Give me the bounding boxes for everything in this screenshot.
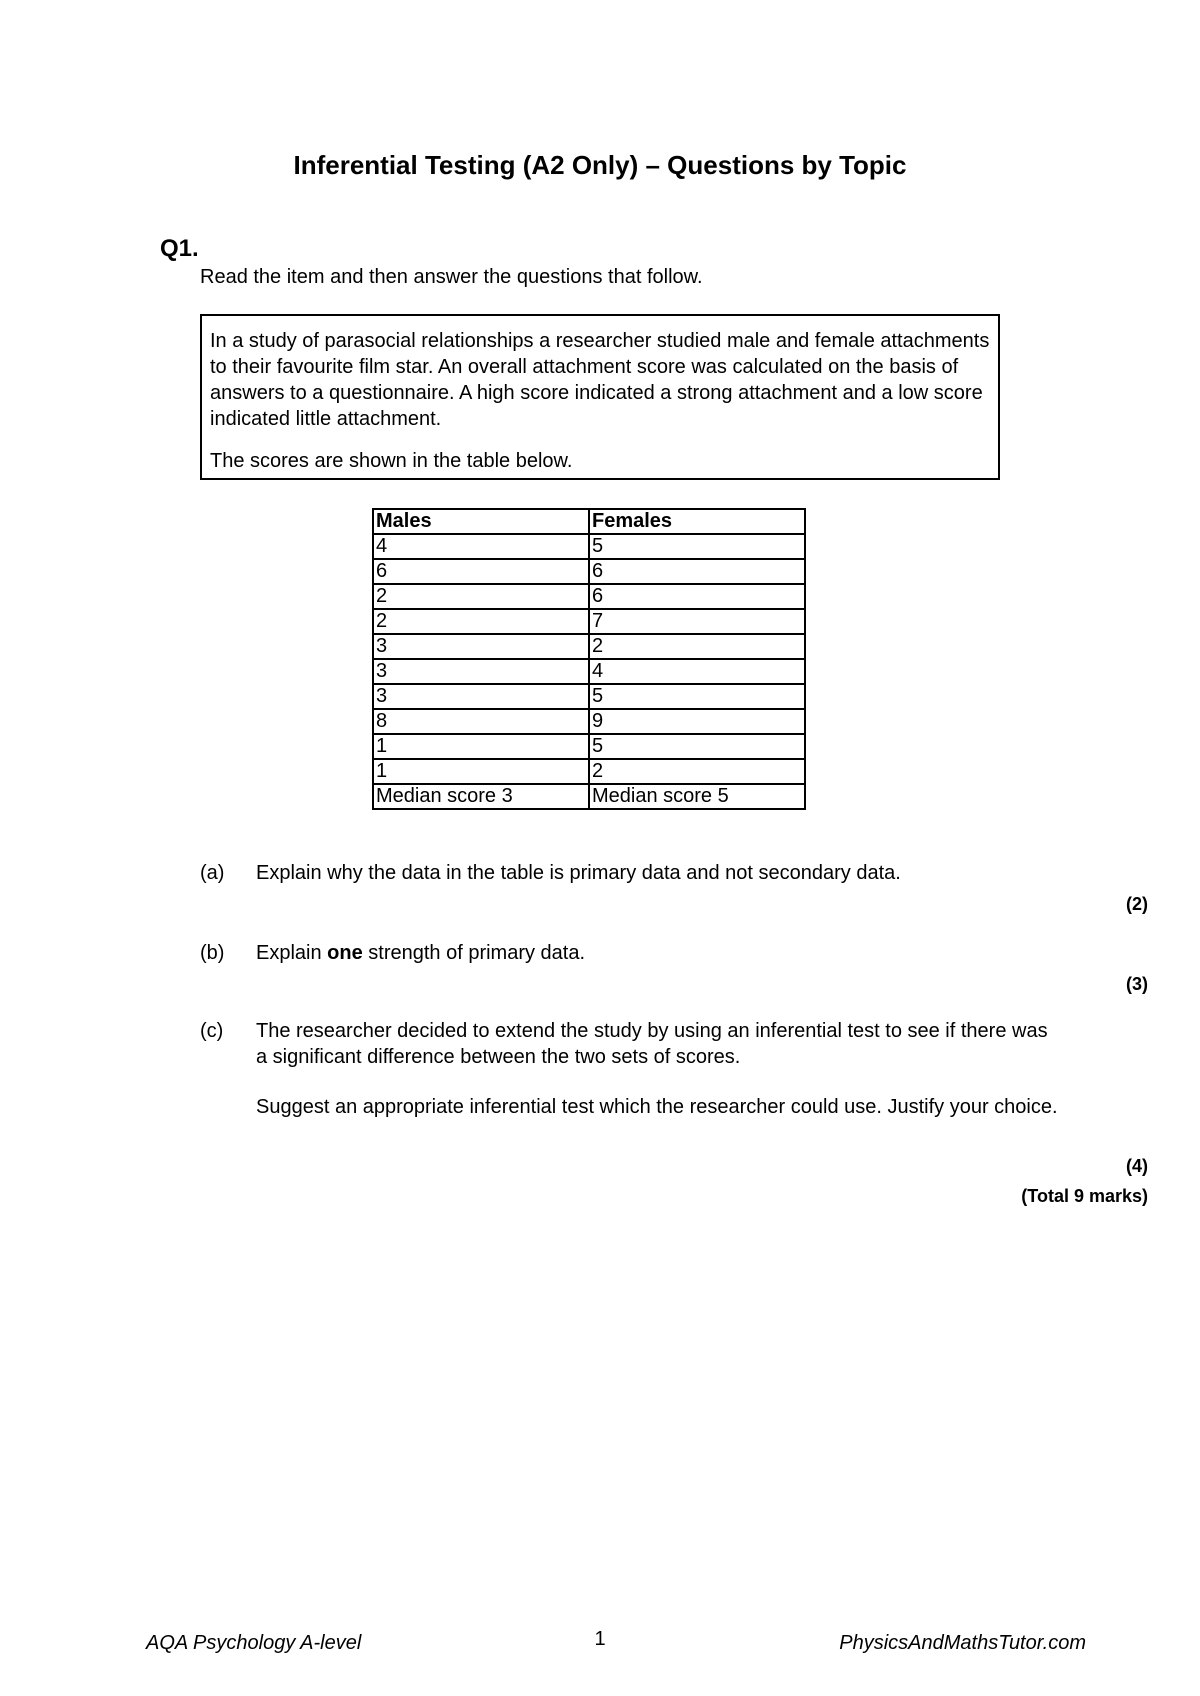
part-b-text <box>256 940 1116 966</box>
females-median: Median score 5 <box>589 784 805 809</box>
item-paragraph-1: In a study of parasocial relationships a researcher studied male and female attachments to their favourite film star. An overall attachment score was calculated on the basis of answers to a questionnaire. A high score indicated a strong attachment and a low score indicated little attachment. <box>210 330 990 430</box>
females-cell: 2 <box>589 634 805 659</box>
table-row <box>373 584 805 609</box>
question-intro: Read the item and then answer the questions that follow. <box>200 266 703 288</box>
table-row <box>373 534 805 559</box>
header-females: Females <box>589 509 805 534</box>
part-b-text-after: strength of primary data. <box>362 942 586 964</box>
page-number: 1 <box>594 1628 606 1650</box>
females-cell: 9 <box>589 709 805 734</box>
males-cell: 2 <box>373 609 589 634</box>
table-row <box>373 609 805 634</box>
part-b-text-before: Explain <box>256 942 328 964</box>
part-c-text-1: The researcher decided to extend the study by using an inferential test to see if there was a significant difference between the two sets of scores. <box>256 1020 1048 1068</box>
part-c-text-2: Suggest an appropriate inferential test which the researcher could use. Justify your choice. <box>256 1096 1058 1118</box>
question-number: Q1. <box>160 235 199 262</box>
page-title: Inferential Testing (A2 Only) – Questions by Topic <box>293 150 907 180</box>
females-cell: 2 <box>589 759 805 784</box>
footer-right: PhysicsAndMathsTutor.com <box>839 1632 1086 1654</box>
males-cell: 2 <box>373 584 589 609</box>
part-c-label: (c) <box>200 1020 224 1042</box>
item-paragraph-2: The scores are shown in the table below. <box>210 450 573 472</box>
part-a-marks: (2) <box>1126 894 1148 914</box>
part-c-marks: (4) <box>1126 1156 1148 1176</box>
males-cell: 3 <box>373 634 589 659</box>
table-row <box>373 659 805 684</box>
table-row <box>373 709 805 734</box>
table-header-row <box>373 509 805 534</box>
part-b-text-bold: one <box>327 942 363 964</box>
males-cell: 1 <box>373 734 589 759</box>
females-cell: 7 <box>589 609 805 634</box>
table-row <box>373 759 805 784</box>
part-b-label: (b) <box>200 942 225 964</box>
part-b-marks: (3) <box>1126 974 1148 994</box>
males-cell: 8 <box>373 709 589 734</box>
males-cell: 1 <box>373 759 589 784</box>
table-row <box>373 634 805 659</box>
item-box <box>200 314 1000 480</box>
females-cell: 5 <box>589 684 805 709</box>
part-a-text: Explain why the data in the table is primary data and not secondary data. <box>256 862 901 884</box>
header-males: Males <box>373 509 589 534</box>
total-marks: (Total 9 marks) <box>1021 1186 1148 1206</box>
females-cell: 5 <box>589 534 805 559</box>
median-row <box>373 784 805 809</box>
males-cell: 3 <box>373 659 589 684</box>
table-row <box>373 734 805 759</box>
table-row <box>373 684 805 709</box>
footer-left: AQA Psychology A-level <box>146 1632 362 1654</box>
males-cell: 6 <box>373 559 589 584</box>
females-cell: 4 <box>589 659 805 684</box>
females-cell: 6 <box>589 584 805 609</box>
scores-table <box>372 508 806 810</box>
females-cell: 5 <box>589 734 805 759</box>
part-a-label: (a) <box>200 862 225 884</box>
males-cell: 4 <box>373 534 589 559</box>
males-cell: 3 <box>373 684 589 709</box>
table-row <box>373 559 805 584</box>
females-cell: 6 <box>589 559 805 584</box>
males-median: Median score 3 <box>373 784 589 809</box>
